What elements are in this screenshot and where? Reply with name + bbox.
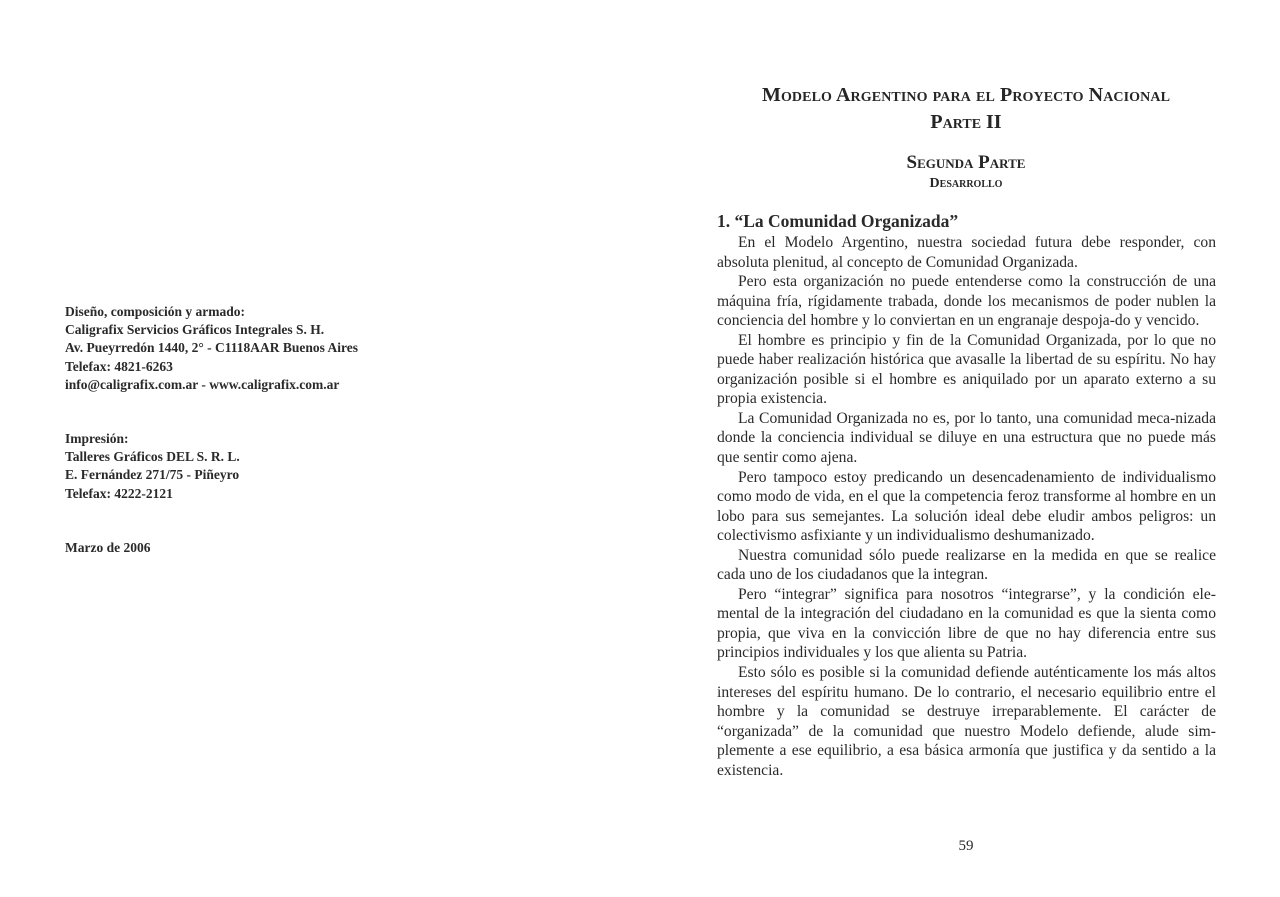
- design-phone: Telefax: 4821-6263: [65, 358, 173, 374]
- chapter-titles: [716, 82, 1216, 192]
- paragraph: La Comunidad Organizada no es, por lo tanto, una comunidad meca-nizada donde la conciencia individual se diluye en una estructura que no puede más que sentir como ajena.: [717, 409, 1216, 467]
- body-text: [717, 210, 1216, 780]
- part-subtitle: Desarrollo: [929, 176, 1003, 191]
- design-heading: Diseño, composición y armado:: [65, 304, 245, 319]
- section-heading: 1. “La Comunidad Organizada”: [717, 211, 959, 231]
- print-heading: Impresión:: [65, 431, 129, 447]
- page-number: 59: [958, 838, 974, 854]
- print-address: E. Fernández 271/75 - Piñeyro: [65, 467, 240, 483]
- design-company: Caligrafix Servicios Gráficos Integrales S. H.: [65, 322, 325, 338]
- paragraph: Pero “integrar” significa para nosotros “integrarse”, y la condición ele-mental de la integración del ciudadano en la comunidad es que la sienta como propia, que viva en la convicción libre de que no hay diferencia entre sus principios individuales y los que alienta su Patria.: [717, 585, 1216, 662]
- colophon: [65, 303, 585, 557]
- paragraph: Pero esta organización no puede entenderse como la construcción de una máquina fría, rígidamente trabada, donde los mecanismos de poder nublen la conciencia del hombre y lo conviertan en un engranaje despoja-do y vencido.: [717, 273, 1216, 330]
- paragraph: En el Modelo Argentino, nuestra sociedad futura debe responder, con absoluta plenitud, al concepto de Comunidad Organizada.: [717, 234, 1216, 271]
- paragraph: Pero tampoco estoy predicando un desencadenamiento de individualismo como modo de vida, en el que la competencia feroz transforme al hombre en un lobo para sus semejantes. La solución ideal debe eludir ambos peligros: un colectivismo asfixiante y un individualismo deshumanizado.: [717, 468, 1216, 545]
- book-title: Modelo Argentino para el Proyecto Nacional: [761, 84, 1171, 106]
- print-phone: Telefax: 4222-2121: [65, 485, 173, 501]
- design-contact: info@caligrafix.com.ar - www.caligrafix.com.ar: [65, 376, 340, 392]
- publication-date: Marzo de 2006: [65, 539, 151, 555]
- paragraph: Esto sólo es posible si la comunidad defiende auténticamente los más altos intereses del espíritu humano. De lo contrario, el necesario equilibrio entre el hombre y la comunidad se destruye irreparablemente. El carácter de “organizada” de la comunidad que nuestro Modelo defiende, alude sim-plemente a ese equilibrio, a esa básica armonía que justifica y da sentido a la existencia.: [717, 664, 1216, 779]
- design-address: Av. Pueyrredón 1440, 2° - C1118AAR Buenos Aires: [65, 340, 359, 356]
- print-company: Talleres Gráficos DEL S. R. L.: [65, 449, 240, 465]
- book-part: Parte II: [930, 111, 1002, 133]
- part-title: Segunda Parte: [906, 152, 1026, 173]
- right-page: [640, 0, 1280, 897]
- paragraph: Nuestra comunidad sólo puede realizarse en la medida en que se realice cada uno de los ciudadanos que la integran.: [717, 546, 1216, 584]
- paragraph: El hombre es principio y fin de la Comunidad Organizada, por lo que no puede haber realización histórica que avasalle la libertad de su espíritu. No hay organización posible si el hombre es aniquilado por un aparato externo a su propia existencia.: [717, 331, 1216, 408]
